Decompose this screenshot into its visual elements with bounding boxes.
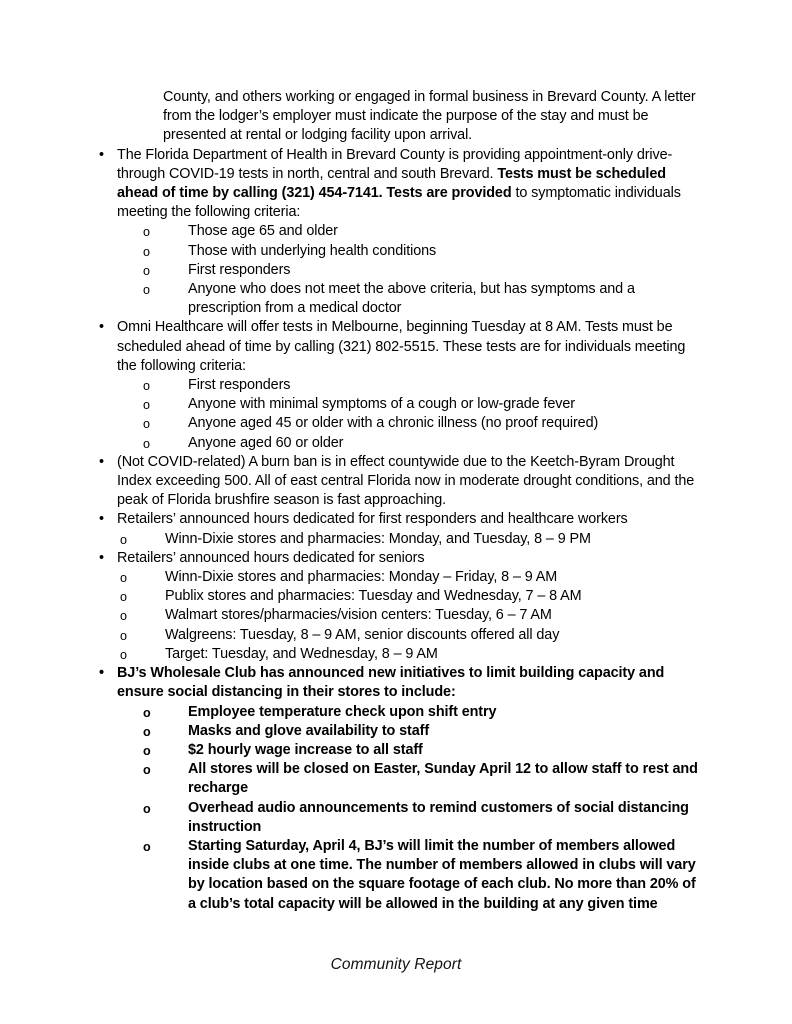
bullet-marker-icon: • <box>99 665 104 682</box>
bullet-item-omni-healthcare <box>93 318 702 376</box>
subbullet-item <box>93 280 702 318</box>
subbullet-marker-icon: o <box>143 839 151 854</box>
bullet-marker-icon: • <box>99 146 104 163</box>
subbullet-item-text: First responders <box>188 261 291 278</box>
subbullet-marker-icon: o <box>143 763 151 778</box>
subbullet-item-text: Those age 65 and older <box>188 223 338 240</box>
subbullet-item-text: Publix stores and pharmacies: Tuesday and Wednesday, 7 – 8 AM <box>165 588 582 605</box>
subbullet-item <box>93 222 702 241</box>
bullet-marker-icon: • <box>99 549 104 566</box>
subbullet-item <box>93 703 702 722</box>
subbullet-marker-icon: o <box>143 436 150 451</box>
subbullet-item <box>93 261 702 280</box>
subbullet-item-text: Winn-Dixie stores and pharmacies: Monday, and Tuesday, 8 – 9 PM <box>165 530 591 547</box>
bullet-item-text <box>117 147 681 221</box>
bullet-text-segment: Retailers’ announced hours dedicated for first responders and healthcare workers <box>117 511 628 528</box>
subbullet-marker-icon: o <box>143 225 150 240</box>
subbullet-marker-icon: o <box>143 724 151 739</box>
bullet-item-text <box>117 511 628 527</box>
bullet-text-segment: The Florida Department of Health in Brevard County is providing appointment-only drive-through COVID-19 tests in north, central and south Brevard. <box>117 146 673 182</box>
bullet-item-burn-ban <box>93 453 702 511</box>
subbullet-marker-icon: o <box>143 263 150 278</box>
subbullet-item-text: Anyone aged 60 or older <box>188 434 344 451</box>
subbullet-item-text: Overhead audio announcements to remind customers of social distancing instruction <box>188 799 689 835</box>
bullet-text-segment: Retailers’ announced hours dedicated for seniors <box>117 549 425 566</box>
subbullet-marker-icon: o <box>143 417 150 432</box>
bullet-marker-icon: • <box>99 511 104 528</box>
subbullet-marker-icon: o <box>120 628 127 643</box>
subbullet-marker-icon: o <box>120 532 127 547</box>
bullet-marker-icon: • <box>99 453 104 470</box>
subbullet-item <box>93 760 702 798</box>
subbullet-item <box>93 242 702 261</box>
subbullet-item-text: Anyone aged 45 or older with a chronic illness (no proof required) <box>188 415 599 432</box>
subbullet-item <box>93 626 702 645</box>
subbullet-item <box>93 722 702 741</box>
subbullet-marker-icon: o <box>120 571 127 586</box>
document-body <box>93 88 702 914</box>
subbullet-item-text: Anyone with minimal symptoms of a cough or low-grade fever <box>188 396 575 413</box>
subbullet-marker-icon: o <box>143 801 151 816</box>
bullet-item-retailers-seniors <box>93 549 702 568</box>
subbullet-item-text: Employee temperature check upon shift entry <box>188 703 497 720</box>
bullet-text-segment: to symptomatic individuals meeting the following criteria: <box>117 185 681 221</box>
subbullet-item-text: All stores will be closed on Easter, Sunday April 12 to allow staff to rest and recharge <box>188 761 698 797</box>
subbullet-item-text: Target: Tuesday, and Wednesday, 8 – 9 AM <box>165 645 438 662</box>
bullet-text-segment: Tests must be scheduled ahead of time by calling (321) 454-7141. Tests are provided <box>117 165 666 202</box>
bullet-item-text <box>117 319 685 373</box>
bullet-item-retailers-first-responders <box>93 510 702 529</box>
bullet-item-text <box>117 665 664 700</box>
bullet-item-text <box>117 454 694 508</box>
subbullet-marker-icon: o <box>143 743 151 758</box>
subbullet-item <box>93 530 702 549</box>
subbullet-item <box>93 414 702 433</box>
subbullet-marker-icon: o <box>120 647 127 662</box>
subbullet-item <box>93 587 702 606</box>
subbullet-marker-icon: o <box>143 379 150 394</box>
subbullet-item-text: Walgreens: Tuesday, 8 – 9 AM, senior discounts offered all day <box>165 626 560 643</box>
subbullet-item <box>93 376 702 395</box>
bullet-text-segment: (Not COVID-related) A burn ban is in effect countywide due to the Keetch-Byram Drought Index exceeding 500. All of east central Florida now in moderate drought conditions, and the peak of Florida brushfire season is fast approaching. <box>117 453 695 509</box>
subbullet-item-text: Anyone who does not meet the above criteria, but has symptoms and a prescription from a medical doctor <box>188 281 635 317</box>
subbullet-item-text: $2 hourly wage increase to all staff <box>188 741 423 758</box>
subbullet-marker-icon: o <box>120 590 127 605</box>
footer-title: Community Report <box>330 956 462 973</box>
subbullet-marker-icon: o <box>143 283 150 298</box>
subbullet-marker-icon: o <box>143 398 150 413</box>
subbullet-item-text: Walmart stores/pharmacies/vision centers: Tuesday, 6 – 7 AM <box>165 607 552 624</box>
bullet-text-segment: Omni Healthcare will offer tests in Melbourne, beginning Tuesday at 8 AM. Tests must be scheduled ahead of time by calling (321) 802-5515. These tests are for individuals meeting the following criteria: <box>117 319 686 374</box>
bullet-list <box>93 146 702 914</box>
subbullet-item-text: Starting Saturday, April 4, BJ’s will limit the number of members allowed inside clubs at one time. The number of members allowed in clubs will vary by location based on the square footage of each club. No more than 20% of a club’s total capacity will be allowed in the building at any given time <box>188 837 696 912</box>
subbullet-item <box>93 799 702 837</box>
subbullet-item <box>93 568 702 587</box>
subbullet-item <box>93 434 702 453</box>
bullet-item-bjs-wholesale-club <box>93 664 702 702</box>
subbullet-item <box>93 645 702 664</box>
bullet-text-segment: BJ’s Wholesale Club has announced new initiatives to limit building capacity and ensure social distancing in their stores to include: <box>117 665 665 701</box>
subbullet-item <box>93 395 702 414</box>
subbullet-item <box>93 837 702 914</box>
subbullet-marker-icon: o <box>120 609 127 624</box>
subbullet-item-text: Winn-Dixie stores and pharmacies: Monday – Friday, 8 – 9 AM <box>165 569 558 586</box>
subbullet-item <box>93 606 702 625</box>
subbullet-item <box>93 741 702 760</box>
page-footer <box>0 955 792 974</box>
bullet-item-doh-testing <box>93 146 702 223</box>
subbullet-item-text: Masks and glove availability to staff <box>188 722 430 739</box>
bullet-marker-icon: • <box>99 319 104 336</box>
bullet-item-text <box>117 550 424 566</box>
continuation-paragraph: County, and others working or engaged in formal business in Brevard County. A letter from the lodger’s employer must indicate the purpose of the stay and must be presented at rental or lodging facility upon arrival. <box>163 89 696 144</box>
subbullet-item-text: Those with underlying health conditions <box>188 242 437 259</box>
subbullet-item-text: First responders <box>188 377 291 394</box>
subbullet-marker-icon: o <box>143 244 150 259</box>
subbullet-marker-icon: o <box>143 705 151 720</box>
